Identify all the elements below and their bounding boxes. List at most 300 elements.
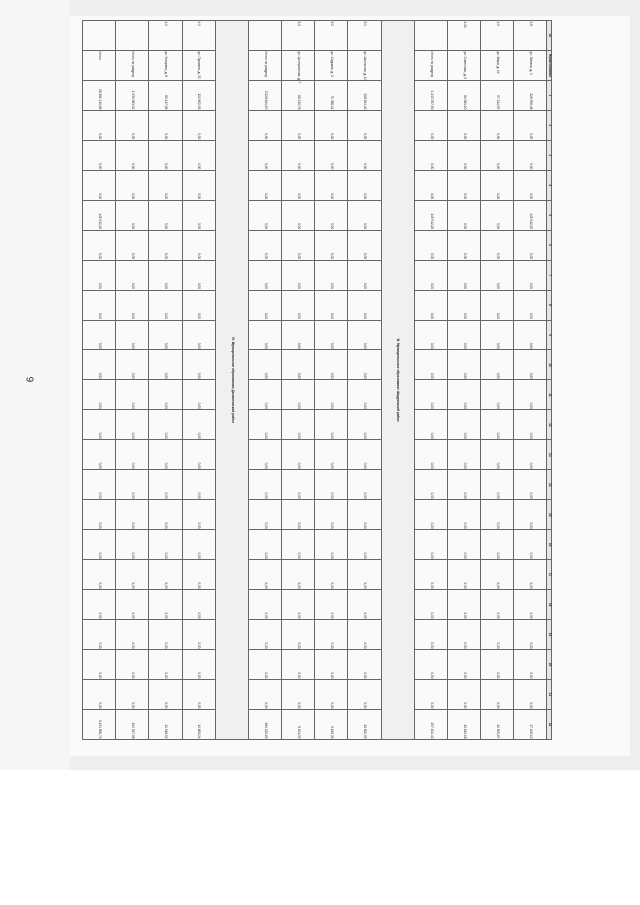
table-cell: 0,00 [447,590,480,620]
table-cell: 0,00 [481,140,514,170]
table-row [447,21,480,740]
table-cell: 0,00 [83,260,116,290]
table-cell: 0,00 [348,110,381,140]
table-cell: 0,00 [182,140,215,170]
table-cell: 0,00 [481,350,514,380]
table-cell: 0,00 [315,650,348,680]
table-cell: 0,00 [182,620,215,650]
table-cell: 0,00 [149,350,182,380]
table-cell: 3.3 [282,21,315,51]
table-cell: 0,00 [481,679,514,709]
table-cell: 145 912,20 [514,200,547,230]
table-cell: 0,00 [348,500,381,530]
table-cell: 0,00 [481,320,514,350]
rotated-table-inner [82,20,552,740]
table-cell: 13 822,05 [348,709,381,739]
table-cell: 0,00 [315,470,348,500]
table-cell: 4.2 [149,21,182,51]
table-cell: 0,00 [248,140,281,170]
table-cell: 0,00 [481,110,514,140]
table-cell: 0,00 [481,530,514,560]
table-cell: ул. Школьная, д. 10 [348,50,381,80]
table-cell: 0,00 [149,530,182,560]
table-header-cell: 12 [547,410,552,440]
section-title: III. Муниципальное образование Шадринский район [381,21,414,740]
page-bottom-margin [0,770,640,905]
table-cell: 0,00 [116,110,149,140]
section-title: IV. Муниципальное образование Далматовский район [215,21,248,740]
table-cell: 0,00 [248,350,281,380]
table-cell: 0,00 [83,380,116,410]
table-cell: 0,00 [182,410,215,440]
table-cell: 0,00 [315,440,348,470]
table-cell: 0,00 [481,590,514,620]
table-cell: 0,00 [481,560,514,590]
table-cell: 17 409,12 [514,709,547,739]
table-cell: ул. Мира, д. 14 [481,50,514,80]
table-cell: 0,00 [348,440,381,470]
table-cell: 0,00 [182,590,215,620]
table-header-row [547,21,552,740]
table-cell: 0,00 [149,500,182,530]
table-cell: 0,00 [116,500,149,530]
table-cell: 3.1 [348,21,381,51]
table-cell: 0,00 [116,620,149,650]
table-cell: 0,00 [282,470,315,500]
table-cell [116,21,149,51]
table-cell: 3.2 [315,21,348,51]
table-cell: 0,00 [348,140,381,170]
table-cell: 0,00 [447,140,480,170]
table-cell: 0,00 [182,170,215,200]
table-header-cell: 9 [547,320,552,350]
table-cell: 0,00 [414,410,447,440]
table-cell: 0,00 [514,679,547,709]
table-cell: 0,00 [83,410,116,440]
table-cell: 0,00 [414,620,447,650]
table-cell: 0,00 [348,530,381,560]
table-cell: 0,00 [182,200,215,230]
table-cell: 0,00 [414,530,447,560]
table-cell: 0,00 [116,590,149,620]
table-cell: 384 219,60 [248,709,281,739]
table-cell: 0,00 [447,440,480,470]
table-cell: 0,00 [315,380,348,410]
table-cell: 89 417,06 [149,80,182,110]
table-cell: 0,00 [83,679,116,709]
table-cell: 0,00 [447,560,480,590]
table-cell: 0,00 [414,230,447,260]
data-table [82,20,552,740]
table-header-cell: 21 [547,679,552,709]
table-cell: 0,00 [315,350,348,380]
table-cell: ул. Ленина, д. 2 [514,50,547,80]
table-cell: 0,00 [83,110,116,140]
table-cell: 0,00 [348,620,381,650]
table-row [315,21,348,740]
page-number: 6 [25,376,37,383]
table-cell: 0,00 [514,620,547,650]
table-cell: 0,00 [282,440,315,470]
table-cell: 0,00 [514,230,547,260]
table-cell: 0,00 [248,290,281,320]
table-cell: 0,00 [315,679,348,709]
table-cell: 0,00 [248,260,281,290]
table-cell: 0,00 [514,560,547,590]
table-cell: 0,00 [315,560,348,590]
rotated-table-region [82,20,552,740]
table-cell: 0,00 [348,679,381,709]
table-cell: 0,00 [514,140,547,170]
table-cell: 0,00 [447,110,480,140]
table-cell: 0,00 [514,320,547,350]
table-cell: 0,00 [315,590,348,620]
table-cell: 0,00 [282,320,315,350]
table-cell: 0,00 [116,140,149,170]
table-cell: 0,00 [348,650,381,680]
table-cell: 0,00 [248,590,281,620]
table-cell: 0,00 [282,590,315,620]
table-cell: 0,00 [514,530,547,560]
table-cell: 0,00 [348,230,381,260]
table-cell: 0,00 [116,650,149,680]
table-cell: 0,00 [282,679,315,709]
table-cell: 0,00 [248,620,281,650]
table-cell: 0,00 [348,170,381,200]
table-cell: 97 214,55 [481,80,514,110]
section-total-row [414,21,447,740]
table-cell: 0,00 [414,110,447,140]
table-cell: 0,00 [248,200,281,230]
table-cell: ул. Садовая, д. 3 [315,50,348,80]
table-cell: 0,00 [116,230,149,260]
table-cell: 108 924,40 [348,80,381,110]
table-cell: 0,00 [116,170,149,200]
table-cell: 0,00 [83,350,116,380]
table-cell: 0,00 [282,380,315,410]
table-cell: 0,00 [348,410,381,440]
table-cell: 0,00 [447,410,480,440]
table-header-cell: 10 [547,350,552,380]
table-cell: 0,00 [116,679,149,709]
table-cell: 0,00 [116,470,149,500]
table-cell: 0,00 [182,260,215,290]
table-cell: 0,00 [481,230,514,260]
table-cell: 0,00 [149,380,182,410]
table-cell: 0,00 [248,530,281,560]
table-cell: 0,00 [315,410,348,440]
table-cell: 1 530 963,32 [116,80,149,110]
table-cell: 0,00 [182,440,215,470]
table-cell: 0,00 [348,260,381,290]
table-cell: 0,00 [481,620,514,650]
table-cell: 26 981 215,68 [83,80,116,110]
table-cell: 0,00 [348,350,381,380]
table-cell: 0,00 [315,110,348,140]
table-cell: 0,00 [248,500,281,530]
table-cell: 0,00 [149,290,182,320]
table-header-cell: 8 [547,290,552,320]
table-cell: 0,00 [149,560,182,590]
table-cell: 0,00 [414,350,447,380]
table-cell: 0,00 [481,200,514,230]
table-cell [248,21,281,51]
table-cell: 0,00 [414,650,447,680]
table-cell: 0,00 [149,110,182,140]
table-header-cell: 2 [547,110,552,140]
table-cell: 0,00 [248,560,281,590]
table-cell: 1.9 [481,21,514,51]
table-cell: 0,00 [447,320,480,350]
table-cell: 0,00 [83,470,116,500]
table-cell: 0,00 [248,320,281,350]
table-cell: 0,00 [149,410,182,440]
table-header-cell: 4 [547,170,552,200]
table-cell: 9 180,33 [315,709,348,739]
table-header-cell: 19 [547,620,552,650]
table-cell: 0,00 [514,470,547,500]
table-cell: 0,00 [116,320,149,350]
table-cell: 0,00 [348,380,381,410]
table-cell: 0,00 [248,170,281,200]
table-cell: 0,00 [447,650,480,680]
table-cell: 0,00 [182,470,215,500]
table-row [182,21,215,740]
table-cell: 0,00 [248,230,281,260]
table-cell: 0,00 [514,110,547,140]
table-cell: 0,00 [481,440,514,470]
table-cell: 0,00 [83,170,116,200]
table-cell: Итого по разделу [116,50,149,80]
table-cell: 72 380,11 [315,80,348,110]
table-cell: 0,00 [414,679,447,709]
table-cell: 0,00 [481,500,514,530]
table-header-cell: Наименование [547,50,552,80]
table-cell: 0,00 [282,110,315,140]
table-cell: 0,00 [282,290,315,320]
table-cell: 10 642,18 [447,709,480,739]
grand-total-row [83,21,116,740]
table-cell: 0,00 [481,260,514,290]
table-cell: 0,00 [149,170,182,200]
table-cell: 0,00 [182,500,215,530]
table-cell: 0,00 [116,290,149,320]
table-cell: 0,00 [182,350,215,380]
table-cell: 0,00 [182,290,215,320]
table-cell: 0,00 [182,530,215,560]
table-cell: 0,00 [514,410,547,440]
table-cell [414,21,447,51]
table-cell: 0,00 [182,560,215,590]
table-cell: 0,00 [315,620,348,650]
table-cell: 0,00 [248,410,281,440]
table-cell: 0,00 [149,650,182,680]
table-header-cell: 22 [547,709,552,739]
table-cell: 0,00 [315,230,348,260]
table-header-cell: 14 [547,470,552,500]
table-cell: 0,00 [447,350,480,380]
table-cell: 0,00 [348,200,381,230]
table-cell: 0,00 [282,230,315,260]
section-total-row [116,21,149,740]
table-cell: 0,00 [514,260,547,290]
table-body [83,21,547,740]
table-cell: 0,00 [116,350,149,380]
table-cell: 0,00 [481,380,514,410]
table-cell: 1.8 [514,21,547,51]
table-cell: 0,00 [447,260,480,290]
table-cell: 0,00 [248,470,281,500]
table-cell: ул. Пушкина, д. 22 [182,50,215,80]
scan-margin [0,0,70,770]
table-cell: 0,00 [116,200,149,230]
table-cell: 0,00 [447,530,480,560]
table-cell: 0,00 [182,110,215,140]
table-cell: 0,00 [116,260,149,290]
table-cell: 0,00 [514,290,547,320]
table-cell: 0,00 [149,260,182,290]
table-cell: 0,00 [414,380,447,410]
table-cell: 0,00 [282,170,315,200]
table-header-cell: 3 [547,140,552,170]
table-cell: 0,00 [414,320,447,350]
table-cell: 0,00 [149,200,182,230]
table-cell: 0,00 [514,650,547,680]
table-cell: 0,00 [447,500,480,530]
table-cell: 0,00 [282,650,315,680]
table-cell: 0,00 [414,290,447,320]
table-cell: 4.1 [182,21,215,51]
table-cell: 0,00 [282,620,315,650]
table-cell: 0,00 [447,170,480,200]
table-cell: 0,00 [83,590,116,620]
table-cell: 0,00 [414,440,447,470]
table-cell: 0,00 [447,620,480,650]
table-cell: 0,00 [315,530,348,560]
table-cell: 0,00 [149,470,182,500]
table-cell: 84 061,20 [447,80,480,110]
table-cell: 0,00 [348,320,381,350]
table-cell: 0,00 [315,290,348,320]
table-cell: Итого по разделу [414,50,447,80]
table-cell: 0,00 [514,500,547,530]
table-cell: 0,00 [83,230,116,260]
table-cell: 0,00 [514,380,547,410]
section-total-row [248,21,281,740]
table-cell: 0,00 [414,260,447,290]
table-cell: 0,00 [149,320,182,350]
table-cell: 0,00 [315,140,348,170]
table-cell: 194 337,08 [116,709,149,739]
table-cell: 0,00 [282,560,315,590]
table-cell: 66 215,78 [282,80,315,110]
table-cell: 0,00 [182,320,215,350]
table-cell: 0,00 [149,230,182,260]
table-cell: 0,00 [83,320,116,350]
table-cell: 0,00 [514,350,547,380]
table-header-cell: 13 [547,440,552,470]
table-cell: 0,00 [481,170,514,200]
section-title-row [381,21,414,740]
table-cell: ул. Центральная, д. 7 [282,50,315,80]
table-cell: 0,00 [182,230,215,260]
table-cell: 0,00 [83,650,116,680]
table-cell: Итого [83,50,116,80]
table-cell: 0,00 [116,560,149,590]
table-cell: 8 401,90 [282,709,315,739]
table-cell: 0,00 [83,560,116,590]
table-cell: 0,00 [116,410,149,440]
table-cell: 0,00 [282,410,315,440]
table-cell: 0,00 [116,530,149,560]
table-cell: 0,00 [149,590,182,620]
table-cell: 0,00 [414,140,447,170]
table-cell: 0,00 [315,170,348,200]
table-cell: 128 958,48 [514,80,547,110]
table-cell: 0,00 [83,440,116,470]
table-row [481,21,514,740]
table-cell: 0,00 [414,470,447,500]
table-cell: 0,00 [182,679,215,709]
table-cell: 0,00 [83,140,116,170]
table-header-cell: № [547,21,552,51]
table-cell: 0,00 [447,470,480,500]
table-cell: 0,00 [348,560,381,590]
table-cell: 11 348,52 [149,709,182,739]
table-cell: 0,00 [447,380,480,410]
table-cell: 0,00 [282,260,315,290]
table-header-cell: 6 [547,230,552,260]
table-cell: 0,00 [348,290,381,320]
table-row [514,21,547,740]
table-row [149,21,182,740]
table-header-cell: 5 [547,200,552,230]
table-header-cell: 11 [547,380,552,410]
table-cell: 115 602,93 [182,80,215,110]
table-cell: 0,00 [248,650,281,680]
table-header-cell: 20 [547,650,552,680]
table-header-cell: 18 [547,590,552,620]
table-cell: 0,00 [447,230,480,260]
table-header-cell: 16 [547,530,552,560]
table-cell: 0,00 [83,620,116,650]
table-cell: 0,00 [248,440,281,470]
table-cell: 0,00 [447,290,480,320]
table-cell: 0,00 [282,500,315,530]
table-cell: 0,00 [481,410,514,440]
table-cell: 1.10 [447,21,480,51]
table-cell: 0,00 [514,170,547,200]
table-cell: 1 240 557,90 [414,80,447,110]
table-cell: 0,00 [315,320,348,350]
table-cell: 0,00 [414,560,447,590]
table-cell: 0,00 [149,140,182,170]
table-cell: 0,00 [514,440,547,470]
table-cell: 0,00 [315,200,348,230]
table-cell: 0,00 [248,679,281,709]
table-header-cell: 15 [547,500,552,530]
table-cell: 145 912,20 [83,200,116,230]
table-cell: 0,00 [83,500,116,530]
table-cell: 0,00 [481,290,514,320]
table-cell: 0,00 [414,170,447,200]
table-cell: 0,00 [348,470,381,500]
table-cell: 0,00 [182,650,215,680]
table-cell: 0,00 [414,590,447,620]
table-cell: 0,00 [149,620,182,650]
table-cell: 0,00 [481,470,514,500]
table-cell: 145 912,20 [414,200,447,230]
